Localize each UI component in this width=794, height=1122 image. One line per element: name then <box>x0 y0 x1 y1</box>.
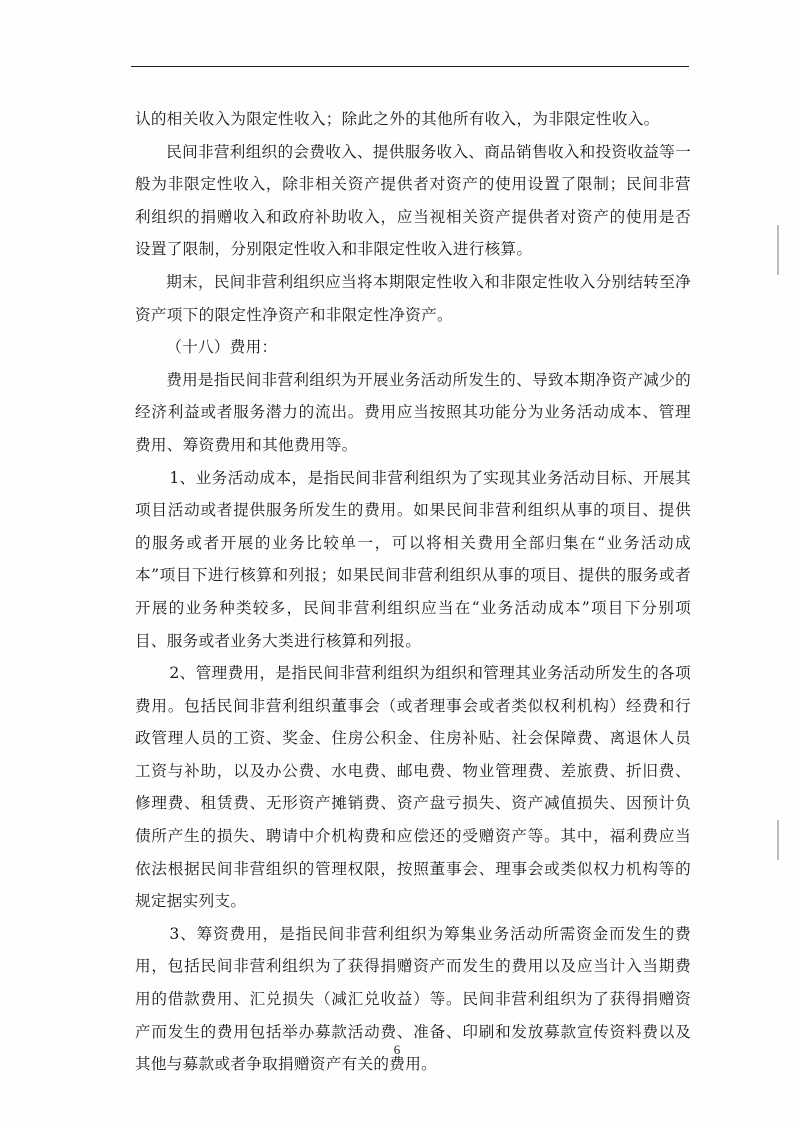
header-rule <box>131 66 689 67</box>
scan-edge-mark <box>777 225 779 275</box>
paragraph-management-expenses: 2、管理费用，是指民间非营利组织为组织和管理其业务活动所发生的各项费用。包括民间非营利组织董事会（或者理事会或者类似权利机构）经费和行政管理人员的工资、奖金、住房公积金、住房补贴、社会保障费、离退休人员工资与补助，以及办公费、水电费、邮电费、物业管理费、差旅费、折旧费、修理费、租赁费、无形资产摊销费、资产盘亏损失、资产减值损失、因预计负债所产生的损失、聘请中介机构费和应偿还的受赠资产等。其中，福利费应当依法根据民间非营组织的管理权限，按照董事会、理事会或类似权力机构等的规定据实列支。 <box>135 664 691 911</box>
paragraph-period-end: 期末，民间非营利组织应当将本期限定性收入和非限定性收入分别结转至净资产项下的限定性净资产和非限定性净资产。 <box>135 272 691 324</box>
body-text <box>135 103 691 1081</box>
paragraph-business-activity-cost: 1、业务活动成本，是指民间非营利组织为了实现其业务活动目标、开展其项目活动或者提供服务所发生的费用。如果民间非营利组织从事的项目、提供的服务或者开展的业务比较单一，可以将相关费用全部归集在“业务活动成本”项目下进行核算和列报；如果民间非营利组织从事的项目、提供的服务或者开展的业务种类较多，民间非营利组织应当在“业务活动成本”项目下分别项目、服务或者业务大类进行核算和列报。 <box>135 468 691 650</box>
section-heading-expenses: （十八）费用： <box>166 338 278 357</box>
paragraph-expenses-definition: 费用是指民间非营利组织为开展业务活动所发生的、导致本期净资产减少的经济利益或者服务潜力的流出。费用应当按照其功能分为业务活动成本、管理费用、筹资费用和其他费用等。 <box>135 370 691 454</box>
paragraph-income-continued: 认的相关收入为限定性收入；除此之外的其他所有收入，为非限定性收入。 <box>135 110 660 128</box>
paragraph-nonprofit-income: 民间非营利组织的会费收入、提供服务收入、商品销售收入和投资收益等一般为非限定性收入，除非相关资产提供者对资产的使用设置了限制；民间非营利组织的捐赠收入和政府补助收入，应当视相关资产提供者对资产的使用是否设置了限制，分别限定性收入和非限定性收入进行核算。 <box>135 142 691 259</box>
scan-edge-mark <box>777 820 779 860</box>
page-number: 6 <box>393 1042 401 1057</box>
paragraph-fundraising-expenses: 3、筹资费用，是指民间非营利组织为筹集业务活动所需资金而发生的费用，包括民间非营利组织为了获得捐赠资产而发生的费用以及应当计入当期费用的借款费用、汇兑损失（减汇兑收益）等。民间非营利组织为了获得捐赠资产而发生的费用包括举办募款活动费、准备、印刷和发放募款宣传资料费以及其他与募款或者争取捐赠资产有关的费用。 <box>135 924 691 1074</box>
